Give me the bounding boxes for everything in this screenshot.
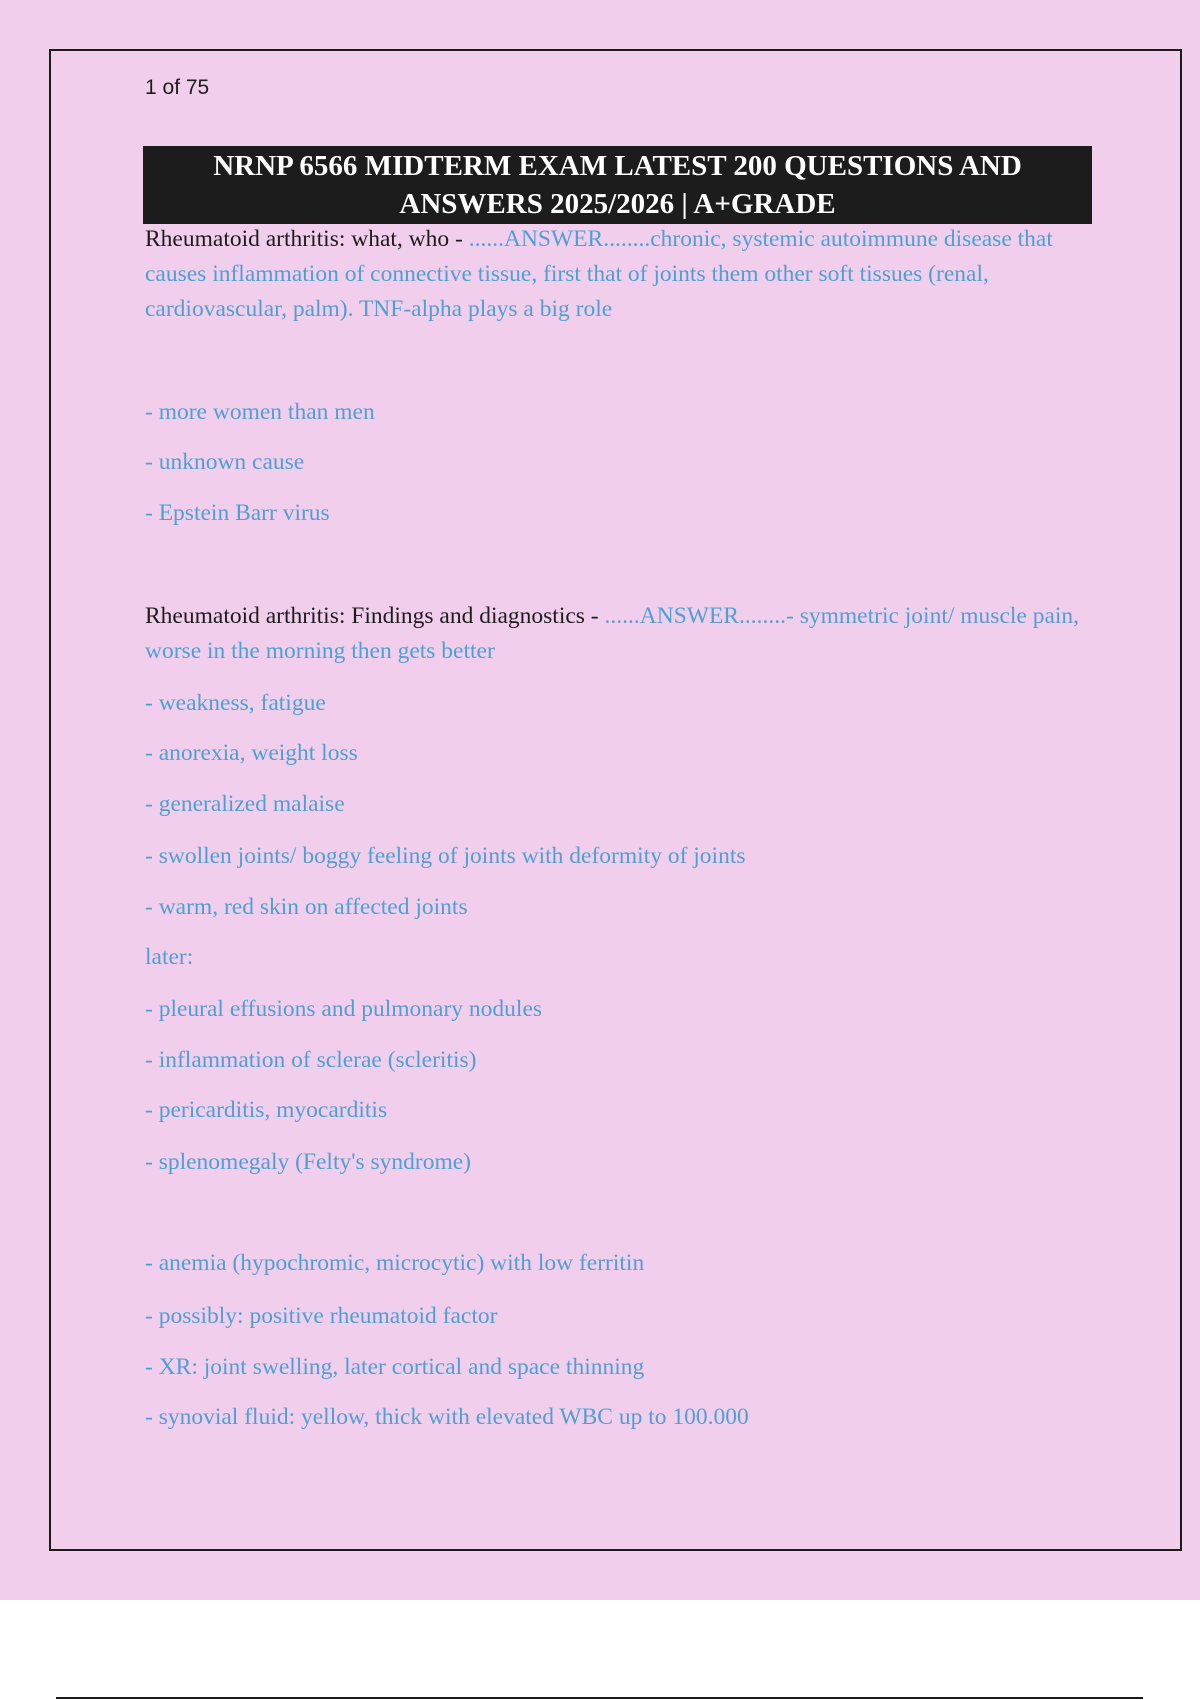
- list-item: - Epstein Barr virus: [145, 500, 330, 526]
- list-item: - pleural effusions and pulmonary nodules: [145, 996, 543, 1022]
- list-item: - more women than men: [145, 399, 375, 425]
- list-item: - anemia (hypochromic, microcytic) with low ferritin: [145, 1250, 645, 1276]
- answer-text: chronic, systemic autoimmune disease that causes inflammation of connective tissue, first that of joints them other soft tissues (renal, cardiovascular, palm). TNF-alpha plays a big role: [145, 226, 1053, 322]
- list-item: - unknown cause: [145, 449, 305, 475]
- question-block: [145, 599, 1095, 669]
- list-item: - swollen joints/ boggy feeling of joints with deformity of joints: [145, 843, 746, 869]
- footer-divider: [56, 1697, 1143, 1699]
- list-item: - synovial fluid: yellow, thick with elevated WBC up to 100.000: [145, 1404, 749, 1430]
- list-item: - weakness, fatigue: [145, 690, 326, 716]
- list-item: - pericarditis, myocarditis: [145, 1097, 388, 1123]
- page-counter: 1 of 75: [145, 76, 210, 99]
- title-line-1: NRNP 6566 MIDTERM EXAM LATEST 200 QUESTIONS AND: [213, 150, 1022, 182]
- title-line-2: ANSWERS 2025/2026 | A+GRADE: [399, 188, 836, 220]
- answer-marker: ......ANSWER........: [604, 603, 786, 629]
- list-item: - inflammation of sclerae (scleritis): [145, 1047, 477, 1073]
- list-item: - XR: joint swelling, later cortical and space thinning: [145, 1354, 645, 1380]
- list-item: - possibly: positive rheumatoid factor: [145, 1303, 498, 1329]
- question-block: [145, 222, 1095, 327]
- list-item: later:: [145, 944, 194, 970]
- answer-text: - symmetric joint/ muscle pain, worse in the morning then gets better: [145, 603, 1080, 664]
- question-text: Rheumatoid arthritis: Findings and diagnostics -: [145, 603, 605, 629]
- document-title: [143, 146, 1092, 224]
- answer-marker: ......ANSWER........: [468, 226, 651, 252]
- list-item: - anorexia, weight loss: [145, 740, 358, 766]
- list-item: - splenomegaly (Felty's syndrome): [145, 1149, 471, 1175]
- list-item: - generalized malaise: [145, 791, 345, 817]
- list-item: - warm, red skin on affected joints: [145, 894, 468, 920]
- question-text: Rheumatoid arthritis: what, who -: [145, 226, 469, 252]
